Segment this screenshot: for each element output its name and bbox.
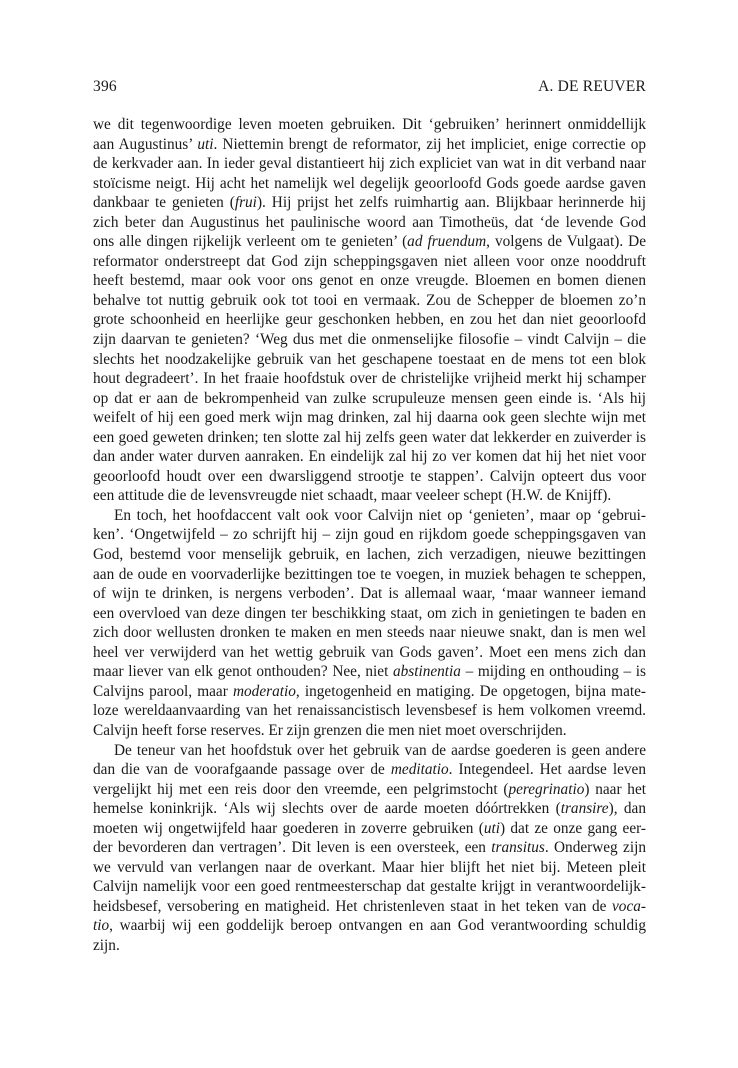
text-run: loze wereldaanvaarding van het renaissancistisch levensbesef is hem volkomen vreemd. (93, 702, 646, 720)
text-run: . Niettemin brengt de reformator, zij het impliciet, enige correctie op (213, 135, 647, 153)
text-line (93, 271, 646, 291)
text-run: een overvloed van deze dingen ter beschikking staat, om zich in genietingen te baden en (93, 604, 646, 622)
text-line (93, 760, 646, 780)
text-run: heel ver verwijderd van het wettig gebruik van Gods gaven’. Moet een mens zich dan (93, 643, 646, 661)
text-run: zich beter dan Augustinus het paulinische woord aan Timotheüs, dat ‘de levende God (93, 213, 646, 231)
text-line (93, 565, 646, 585)
text-line (93, 721, 646, 741)
text-run: zijn daarvan te genieten? ‘Weg dus met die onmenselijke filosofie – vindt Calvijn – die (93, 331, 646, 349)
text-line (93, 858, 646, 878)
text-run: heeft bestemd, maar ook voor ons genot en onze vreugde. Bloemen en bomen dienen (93, 272, 646, 290)
text-line (93, 897, 646, 917)
text-line (93, 936, 646, 956)
text-run: grote schoonheid en heerlijke geur geschonken hebben, en zou het dan niet geoorloofd (93, 311, 646, 329)
running-title: A. DE REUVER (538, 78, 646, 95)
text-run: ), dan (608, 800, 646, 818)
text-line (93, 213, 646, 233)
text-line (93, 408, 646, 428)
text-run: ) dat ze onze gang eer- (499, 819, 646, 837)
text-run: behalve tot nuttig gebruik ook tot tooi en vermaak. Zou de Schepper de bloemen zo’n (93, 291, 646, 309)
text-run: op dat er aan de bekrompenheid van zulke scrupuleuze mensen geen einde is. ‘Als hij (93, 389, 646, 407)
text-run: ). Hij prijst het zelfs ruimhartig aan. Blijkbaar herinnerde hij (256, 194, 646, 212)
text-run: Calvijn namelijk voor een goed rentmeesterschap dat gestalte krijgt in verantwoordelijk- (93, 878, 646, 896)
text-run: dan ander water durven aanraken. En eindelijk zal hij zo ver komen dat hij het niet voor (93, 448, 646, 466)
text-run: slechts het noodzakelijke gebruik van het geschapene toestaat en de mens tot een blok (93, 350, 646, 368)
text-run: Calvijns parool, maar (93, 682, 233, 700)
text-run: aan Augustinus’ (93, 135, 198, 153)
text-line (93, 310, 646, 330)
text-run: hemelse koninkrijk. ‘Als wij slechts over de aarde moeten dóórtrekken ( (93, 800, 561, 818)
text-run: geoorloofd houdt over een dwarsliggend strootje te stappen’. Calvijn opteert dus voor (93, 467, 646, 485)
text-run: vergelijkt hij met een reis door den vreemde, een pelgrimstocht ( (93, 780, 509, 798)
text-line (93, 193, 646, 213)
text-line (93, 545, 646, 565)
text-line (93, 799, 646, 819)
running-header (93, 78, 646, 96)
text-line (93, 780, 646, 800)
text-line (93, 486, 646, 506)
text-line (93, 662, 646, 682)
italic-term: ad fruendum (407, 233, 487, 251)
text-run: heidsbesef, versobering en matigheid. Het christenleven staat in het teken van de (93, 897, 613, 915)
italic-term: tio (93, 917, 110, 935)
italic-term: abstinentia (392, 663, 461, 681)
text-run: maar liever van elk genot onthouden? Nee, niet (93, 663, 393, 681)
text-line (93, 291, 646, 311)
text-run: ken’. ‘Ongetwijfeld – zo schrijft hij – zijn goud en rijkdom goede scheppingsgaven van (93, 526, 646, 544)
text-run: . Onderweg zijn (544, 839, 646, 857)
text-run: reformator onderstreept dat God zijn scheppingsgaven niet alleen voor onze nooddruft (93, 252, 646, 270)
text-run: dankbaar te genieten ( (93, 194, 235, 212)
text-run: de kerkvader aan. In ieder geval distantieert hij zich expliciet van wat in dit verband naar (93, 155, 646, 173)
text-run: we dit tegenwoordige leven moeten gebruiken. Dit ‘gebruiken’ herinnert onmiddellijk (93, 116, 646, 133)
text-run: een goed geweten drinken; ten slotte zal hij zelfs geen water dat lekkerder en zuiverder is (93, 428, 646, 446)
text-line (93, 584, 646, 604)
text-line (93, 682, 646, 702)
body-text (93, 115, 646, 956)
text-line (93, 506, 646, 526)
text-line (93, 623, 646, 643)
italic-term: moderatio (232, 682, 296, 700)
paragraph (93, 741, 646, 956)
text-run: , ingetogenheid en matiging. De opgetogen, bijna mate- (295, 682, 646, 700)
text-run: Calvijn heeft forse reserves. Er zijn grenzen die men niet moet overschrijden. (93, 721, 567, 739)
text-line (93, 135, 646, 155)
italic-term: uti (483, 819, 500, 837)
text-run: ) naar het (584, 780, 646, 798)
text-line (93, 741, 646, 761)
paragraph (93, 506, 646, 741)
text-run: . Integendeel. Het aardse leven (448, 761, 646, 779)
text-line (93, 604, 646, 624)
text-run: De teneur van het hoofdstuk over het gebruik van de aardse goederen is geen andere (114, 741, 646, 759)
text-line (93, 525, 646, 545)
paragraph (93, 115, 646, 506)
text-line (93, 330, 646, 350)
text-line (93, 252, 646, 272)
text-line (93, 350, 646, 370)
text-run: ons alle dingen rijkelijk verleent om te genieten’ ( (93, 233, 408, 251)
text-run: der bevorderen dan vertragen’. Dit leven is een oversteek, een (93, 839, 492, 857)
italic-term: transire (560, 800, 609, 818)
text-line (93, 428, 646, 448)
italic-term: frui (234, 194, 257, 212)
text-run: hout degradeert’. In het fraaie hoofdstuk over de christelijke vrijheid merkt hij schamper (93, 370, 646, 388)
text-run: , waarbij wij een goddelijk beroep ontvangen en aan God verantwoording schuldig (109, 917, 646, 935)
italic-term: peregrinatio (508, 780, 585, 798)
text-run: dan die van de voorafgaande passage over de (93, 761, 391, 779)
text-line (93, 701, 646, 721)
text-run: – mijding en onthouding – is (460, 663, 646, 681)
italic-term: transitus (491, 839, 545, 857)
text-line (93, 115, 646, 135)
text-line (93, 174, 646, 194)
text-line (93, 916, 646, 936)
text-line (93, 369, 646, 389)
italic-term: voca- (612, 897, 646, 915)
text-run: zijn. (93, 936, 120, 954)
text-line (93, 643, 646, 663)
text-run: stoïcisme neigt. Hij acht het namelijk wel degelijk geoorloofd Gods goede aardse gaven (93, 174, 646, 192)
text-run: moeten wij ongetwijfeld haar goederen in zoverre gebruiken ( (93, 819, 484, 837)
text-line (93, 447, 646, 467)
text-run: weifelt of hij een goed merk wijn mag drinken, zal hij daarna ook geen slechte wijn met (93, 409, 646, 427)
text-line (93, 232, 646, 252)
text-line (93, 819, 646, 839)
italic-term: meditatio (390, 761, 449, 779)
text-line (93, 467, 646, 487)
text-run: een attitude die de levensvreugde niet schaadt, maar veeleer schept (H.W. de Knijff). (93, 487, 612, 505)
text-run: , volgens de Vulgaat). De (486, 233, 646, 251)
text-line (93, 389, 646, 409)
text-line (93, 877, 646, 897)
text-run: aan de oude en voorvaderlijke bezittingen toe te voegen, in muziek behagen te scheppen, (93, 565, 646, 583)
text-run: zich door wellusten dronken te maken en men steeds naar nieuwe snakt, dan is men wel (93, 624, 646, 642)
text-run: we vervuld van verlangen naar de overkant. Maar hier blijft het niet bij. Meteen pleit (93, 858, 646, 876)
italic-term: uti (197, 135, 214, 153)
text-run: of wijn te drinken, is nergens verboden’. Dat is allemaal waar, ‘maar wanneer iemand (93, 585, 646, 603)
page-number: 396 (93, 78, 117, 95)
text-line (93, 838, 646, 858)
text-run: God, bestemd voor menselijk gebruik, en lachen, zich verzadigen, nieuwe bezittingen (93, 546, 646, 564)
text-run: En toch, het hoofdaccent valt ook voor Calvijn niet op ‘genieten’, maar op ‘gebrui- (114, 506, 646, 524)
text-line (93, 154, 646, 174)
